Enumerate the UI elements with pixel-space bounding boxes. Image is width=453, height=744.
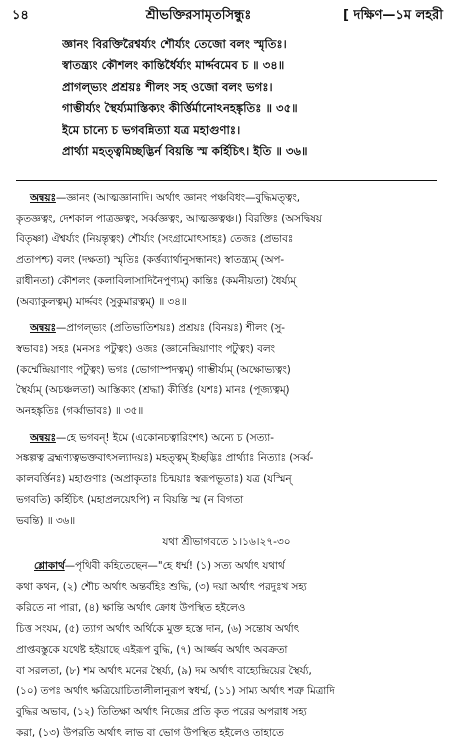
commentary-line [16,448,443,469]
line-text: (কর্ম্মেন্দ্রিয়াণাং পটুত্বং) ভগঃ (ভোগাস্পদত্বম্) গাম্ভীর্য্যম্ (অক্ষোভ্যত্বং) [16,363,291,376]
line-text: ভগবতি) কর্হিচিৎ (মহাপ্রলয়েঽপি) ন বিয়ন্তি স্ম (ন বিগতা [16,493,244,506]
commentary-line [16,229,443,250]
translation-line [16,723,443,744]
commentary-line [16,209,443,230]
translation-line [16,640,443,661]
commentary-line [16,250,443,271]
line-text: —প্রাগল্ভ্যং (প্রতিভাতিশয়ঃ) প্রশ্রয়ঃ (বিনয়ঃ) শীলং (সু- [55,322,285,335]
verse-line: প্রাগল্ভ্যং প্রশ্রয়ঃ শীলং সহ ওজো বলং ভগঃ। [62,79,273,94]
line-text: কালবর্ত্তিনঃ) মহাগুণাঃ (অপ্রাকৃতাঃ চিন্ময়াঃ স্বরূপভূতাঃ) যত্র (যস্মিন্ [16,473,292,486]
translation-line [16,681,443,702]
commentary-line [16,490,443,511]
scripture-reference: যথা শ্রীভাগবতে ১।১৬।২৭-৩০ [162,536,291,548]
line-text: (অব্যাকুলত্বম্) মার্দ্দবং (সুকুমারত্বম্) ॥ ৩৪॥ [16,295,187,308]
commentary-line [16,511,443,532]
verse-line: জ্ঞানং বিরক্তিরৈশ্বর্য্যং শৌর্য্যং তেজো বলং স্মৃতিঃ। [62,37,287,51]
section-label: অন্বয়ঃ [30,431,56,444]
commentary-anvaya [16,188,443,531]
translation-line [16,661,443,682]
commentary-line [16,401,443,422]
line-text: বিতৃষ্ণা) ঐশ্বর্য্যং (নিয়ন্তৃত্বং) শৌর্য্যং (সংগ্রামোৎসাহঃ) তেজঃ (প্রভাবঃ [16,233,294,246]
verse-line: স্বাতন্ত্র্যং কৌশলং কান্তির্ধৈর্য্যং মার্দ্দবমেব চ ॥ ৩৪॥ [62,58,285,73]
translation-line [16,598,443,619]
line-text: —পৃথিবী কহিতেছেন—"হে ধর্ম্ম! (১) সত্য অর্থাৎ যথার্থ [64,560,285,572]
line-text: সঙ্কল্পত্ব ব্রহ্মণ্যত্বভক্তবাৎসল্যাদয়ঃ) মহত্ত্বম্ ইচ্ছদ্ভিঃ প্রার্থ্যাঃ নিত্যাঃ (সর্ব্ব- [16,452,314,465]
commentary-line [16,188,443,209]
line-text: স্বভাবঃ) সহঃ (মনসঃ পটুত্বং) ওজঃ (জ্ঞানেন্দ্রিয়াণাং পটুত্বং) বলং [16,342,275,355]
line-text: রাধীনতা) কৌশলং (কলাবিলাসাদিনৈপুণ্যম্) কান্তিঃ (কমনীয়তা) ধৈর্য্যম্ [16,274,297,287]
line-text: (১০) তপঃ অর্থাৎ ক্ষত্রিয়োচিতালীলানুরূপ স্বধর্ম্ম, (১১) সাম্য অর্থাৎ শত্রু মিত্রাদি [16,685,335,698]
commentary-line [16,339,443,360]
line-text: —জ্ঞানং (আত্মজ্ঞানাদি। অর্থাৎ জ্ঞানং পঞ্চবিধং—বুদ্ধিমত্ত্বং, [55,192,301,204]
commentary-line [16,271,443,292]
page-number: ১৪ [12,7,29,23]
translation-line [16,577,443,598]
sanskrit-verse [62,34,435,162]
translation-line [16,556,443,577]
verse-line: গাম্ভীর্য্যং স্থৈর্য্যমাস্তিক্যং কীর্ত্তির্মানোঽনহঙ্কৃতিঃ ॥ ৩৫॥ [62,101,298,116]
book-title: শ্রীভক্তিরসামৃতসিন্ধুঃ [145,7,252,23]
commentary-line [16,469,443,490]
line-text: প্রাপ্তবস্তুকে যথেষ্ট হইয়াছে এইরূপ বুদ্ধি, (৭) আর্জ্জব অর্থাৎ অবক্রতা [16,643,288,656]
line-text: প্রতাপশ্চ) বলং (দক্ষতা) স্মৃতিঃ (কর্ত্তব্যার্থানুসন্ধানং) স্বাতন্ত্র্যম্ (অপ- [16,254,285,267]
line-text: করিতে না পারা, (৪) ক্ষান্তি অর্থাৎ ক্রোধ উপস্থিত হইলেও [16,601,246,614]
commentary-line [16,292,443,313]
page-header [12,4,443,28]
chapter-heading: [ দক্ষিণ—১ম লহরী [343,7,443,23]
line-text: —হে ভগবন্! ইমে (একোনচত্বারিংশৎ) অন্যে চ (সত্যা- [55,431,274,444]
commentary-line [16,380,443,401]
line-text: ভবন্তি) ॥ ৩৬॥ [16,514,76,527]
verse-line: ইমে চান্যে চ ভগবন্নিত্যা যত্র মহাগুণাঃ। [62,122,241,137]
translation-line [16,619,443,640]
line-text: বুদ্ধির অভাব, (১২) তিতিক্ষা অর্থাৎ নিজের প্রতি কৃত পরের অপরাধ সহ্য [16,706,307,719]
commentary-line [16,318,443,339]
section-label: শ্লোকার্থ [34,560,65,572]
commentary-line [16,428,443,449]
line-text: কৃতজ্ঞত্বং, দেশকাল পাত্রজ্ঞত্বং, সর্ব্বজ্ঞত্বং, আত্মজ্ঞত্বঞ্চ।) বিরক্তিঃ (অসদ্বিষয় [16,212,322,225]
section-label: অন্বয়ঃ [30,322,56,335]
section-label: অন্বয়ঃ [30,192,56,204]
line-text: করা, (১৩) উপরতি অর্থাৎ লাভ বা ভোগ উপস্থিত হইলেও তাহাতে [16,727,284,740]
divider [16,180,437,181]
translation-line [16,702,443,723]
line-text: স্থৈর্য্যম্ (অচঞ্চলতা) আস্তিক্যং (শ্রদ্ধা) কীর্ত্তিঃ (যশঃ) মানঃ (পূজ্যত্বম্) [16,384,290,397]
translation-block [16,556,443,744]
verse-line: প্রার্থ্যা মহত্ত্বমিচ্ছদ্ভির্ন বিয়ন্তি স্ম কর্হিচিৎ। ইতি ॥ ৩৬॥ [62,144,308,159]
commentary-line [16,360,443,381]
line-text: অনহঙ্কৃতিঃ (গর্ব্বাভাবঃ) ॥ ৩৫॥ [16,405,144,418]
line-text: চিত্ত সংযম, (৫) ত্যাগ অর্থাৎ অর্থিকে মুক্ত হস্তে দান, (৬) সন্তোষ অর্থাৎ [16,622,300,635]
line-text: বা সরলতা, (৮) শম অর্থাৎ মনের স্থৈর্য্য, (৯) দম অর্থাৎ বাহ্যেন্দ্রিয়ের স্থৈর্য্য, [16,664,312,677]
line-text: কথা কথন, (২) শৌচ অর্থাৎ অন্তর্বহিঃ শুদ্ধি, (৩) দয়া অর্থাৎ পরদুঃখ সহ্য [16,580,307,593]
